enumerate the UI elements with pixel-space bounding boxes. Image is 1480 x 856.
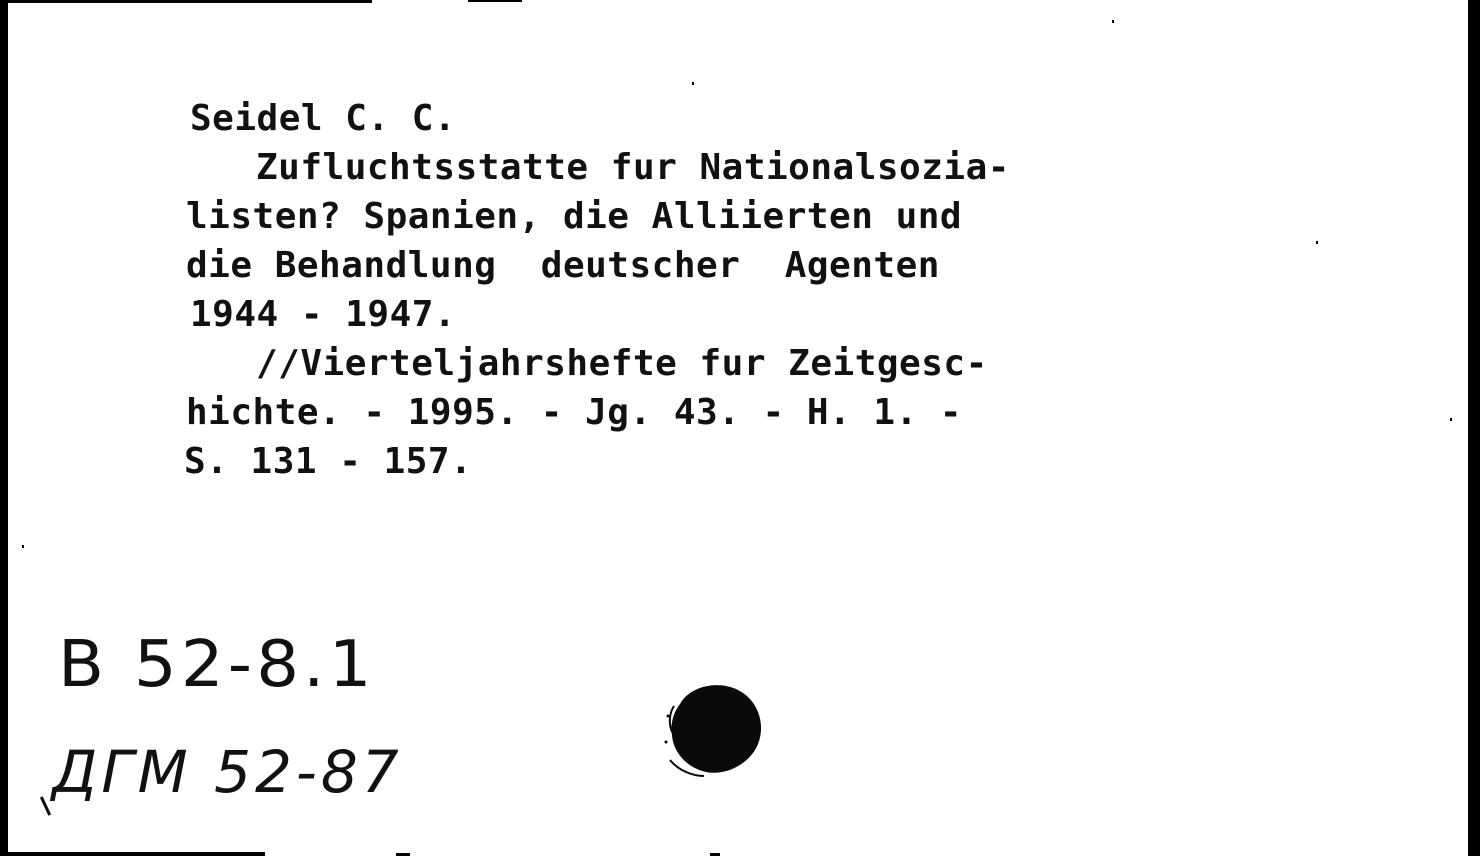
card-source-line: //Vierteljahrshefte fur Zeitgesc- bbox=[256, 343, 988, 384]
card-author: Seidel C. C. bbox=[190, 98, 457, 139]
scan-speck bbox=[692, 82, 694, 85]
scan-edge-top bbox=[0, 0, 372, 3]
ink-mark bbox=[40, 796, 51, 815]
scan-speck bbox=[1450, 418, 1452, 421]
scan-edge-left bbox=[0, 0, 8, 856]
shelfmark-handwritten: ДГМ 52-87 bbox=[52, 738, 403, 806]
card-source-line: hichte. - 1995. - Jg. 43. - H. 1. - bbox=[186, 392, 963, 433]
punch-hole-icon bbox=[662, 676, 766, 780]
scan-edge-top bbox=[468, 0, 522, 2]
card-source-line: S. 131 - 157. bbox=[184, 441, 473, 482]
scan-edge-bottom bbox=[0, 852, 265, 856]
scan-speck bbox=[22, 545, 24, 548]
scan-speck bbox=[1112, 20, 1114, 23]
shelfmark-handwritten: B 52-8.1 bbox=[58, 628, 376, 702]
scan-edge-right bbox=[1468, 0, 1480, 856]
card-title-line: listen? Spanien, die Alliierten und bbox=[186, 196, 963, 237]
card-title-line: Zufluchtsstatte fur Nationalsozia- bbox=[256, 147, 1010, 188]
scan-speck bbox=[1316, 241, 1318, 244]
card-title-line: die Behandlung deutscher Agenten bbox=[186, 245, 940, 286]
card-title-line: 1944 - 1947. bbox=[190, 294, 457, 335]
